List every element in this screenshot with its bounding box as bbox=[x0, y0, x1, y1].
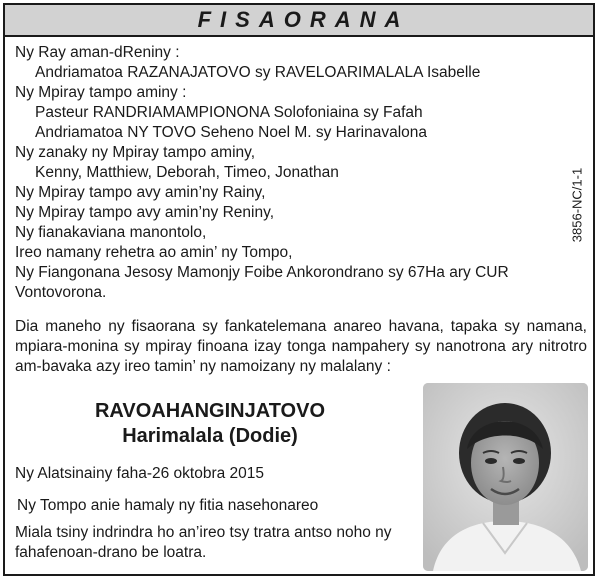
family-line: Ireo namany rehetra ao amin’ ny Tompo, bbox=[15, 244, 293, 261]
header-bar bbox=[5, 5, 593, 37]
notice-title: FISAORANA bbox=[197, 7, 410, 32]
family-line: Ny Fiangonana Jesosy Mamonjy Foibe Ankorondrano sy 67Ha ary CUR bbox=[15, 264, 509, 281]
date-line: Ny Alatsinainy faha-26 oktobra 2015 bbox=[15, 465, 265, 482]
family-line: Ny fianakaviana manontolo, bbox=[15, 224, 207, 241]
blessing-line: Ny Tompo anie hamaly ny fitia nasehonareo bbox=[17, 497, 319, 514]
deceased-name bbox=[15, 399, 405, 449]
family-line: Ny Ray aman-dReniny : bbox=[15, 44, 180, 61]
portrait-photo bbox=[423, 383, 588, 571]
gratitude-paragraph: Dia maneho ny fisaorana sy fankatelemana anareo havana, tapaka sy namana, mpiara-monina sy mpiray finoana izay tonga nampahery sy nanotrona ary nitrotro am-bavaka azy ireo tamin’ ny namoizany ny malalany : bbox=[15, 318, 587, 375]
deceased-given-name: Harimalala (Dodie) bbox=[122, 425, 298, 447]
family-line: Ny zanaky ny Mpiray tampo aminy, bbox=[15, 144, 256, 161]
family-line: Andriamatoa RAZANAJATOVO sy RAVELOARIMALALA Isabelle bbox=[35, 64, 481, 81]
family-line: Ny Mpiray tampo aminy : bbox=[15, 84, 187, 101]
family-line: Ny Mpiray tampo avy amin’ny Rainy, bbox=[15, 184, 266, 201]
deceased-surname: RAVOAHANGINJATOVO bbox=[94, 400, 326, 422]
obituary-notice bbox=[3, 3, 595, 576]
family-line: Pasteur RANDRIAMAMPIONONA Solofoniaina sy Fafah bbox=[35, 104, 423, 121]
family-line: Ny Mpiray tampo avy amin’ny Reniny, bbox=[15, 204, 274, 221]
portrait-photo-icon bbox=[423, 383, 588, 571]
closing-note: Miala tsiny indrindra ho an’ireo tsy tratra antso noho ny fahafenoan-drano be loatra. bbox=[15, 524, 392, 561]
family-line: Kenny, Matthiew, Deborah, Timeo, Jonathan bbox=[35, 164, 339, 181]
reference-code: 3856-NC/1-1 bbox=[569, 167, 585, 243]
family-line: Andriamatoa NY TOVO Seheno Noel M. sy Harinavalona bbox=[35, 124, 428, 141]
family-list bbox=[15, 43, 587, 303]
family-line: Vontovorona. bbox=[15, 284, 107, 301]
